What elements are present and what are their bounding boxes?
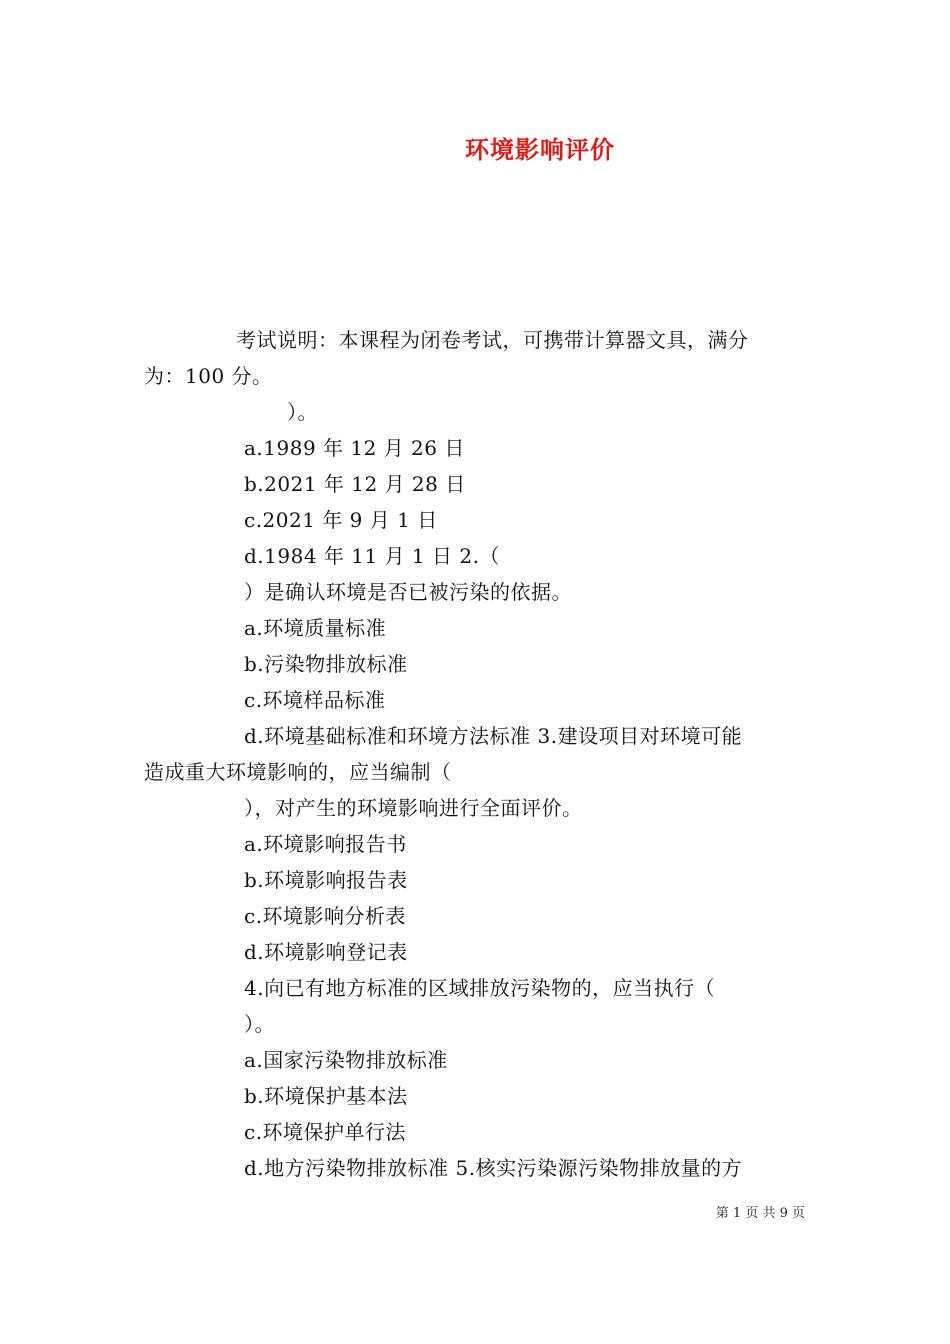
q2-option-a: a.环境质量标准 [244, 616, 387, 640]
q3-option-b: b.环境影响报告表 [244, 868, 408, 892]
q3-option-a: a.环境影响报告书 [244, 832, 407, 856]
question-4-stem-2: ）。 [244, 1012, 275, 1036]
q1-option-d: d.1984 年 11 月 1 日 2.（ [244, 544, 500, 568]
q4-option-c: c.环境保护单行法 [244, 1120, 407, 1144]
q4-option-d: d.地方污染物排放标准 5.核实污染源污染物排放量的方 [244, 1156, 743, 1180]
q1-option-b: b.2021 年 12 月 28 日 [244, 472, 466, 496]
q2-option-b: b.污染物排放标准 [244, 652, 408, 676]
q1-option-c: c.2021 年 9 月 1 日 [244, 508, 438, 532]
document-title: 环境影响评价 [465, 135, 615, 164]
exam-instructions-line-1: 考试说明：本课程为闭卷考试，可携带计算器文具，满分 [236, 328, 749, 352]
question-2-stem: ）是确认环境是否已被污染的依据。 [244, 580, 572, 604]
page-number-footer: 第 1 页 共 9 页 [715, 1206, 805, 1221]
q2-option-d: d.环境基础标准和环境方法标准 3.建设项目对环境可能 [244, 724, 743, 748]
q4-option-b: b.环境保护基本法 [244, 1084, 408, 1108]
exam-instructions-line-2: 为：100 分。 [144, 364, 273, 388]
q1-option-a: a.1989 年 12 月 26 日 [244, 436, 465, 460]
q4-option-a: a.国家污染物排放标准 [244, 1048, 448, 1072]
q3-option-c: c.环境影响分析表 [244, 904, 407, 928]
q2-option-c: c.环境样品标准 [244, 688, 386, 712]
question-3-stem-1: 造成重大环境影响的，应当编制（ [144, 760, 452, 784]
question-4-stem-1: 4.向已有地方标准的区域排放污染物的，应当执行（ [244, 976, 716, 1000]
question-3-stem-2: ），对产生的环境影响进行全面评价。 [244, 796, 583, 820]
q3-option-d: d.环境影响登记表 [244, 940, 408, 964]
question-1-tail: ）。 [287, 400, 318, 424]
